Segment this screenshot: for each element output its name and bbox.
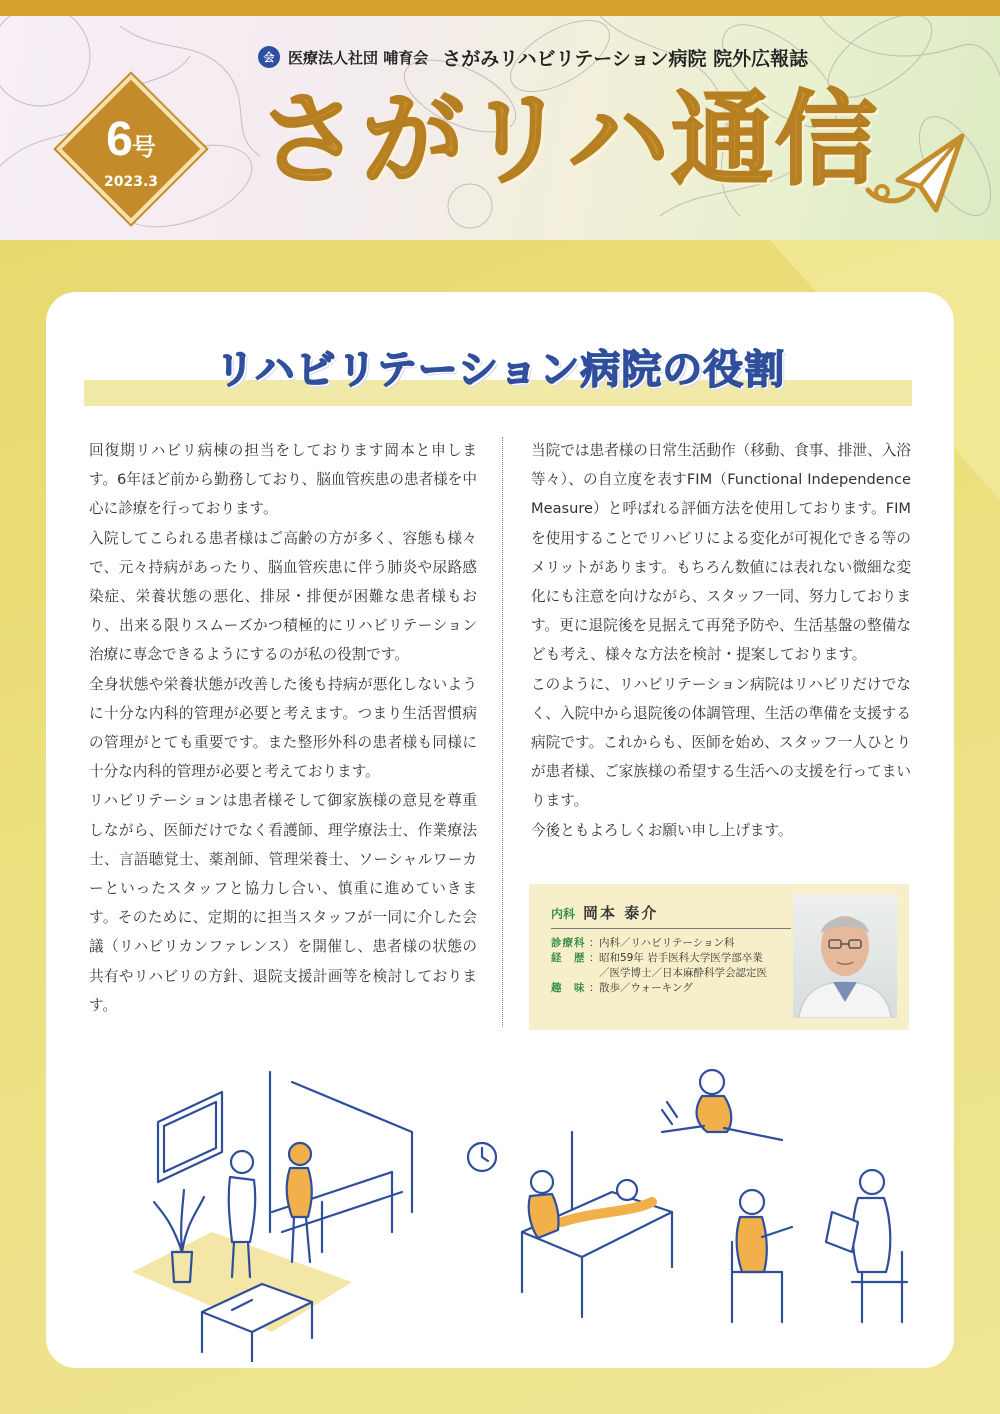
profile-value: 散歩／ウォーキング <box>599 982 693 994</box>
paragraph: 全身状態や栄養状態が改善した後も持病が悪化しないように十分な内科的管理が必要と考えます。つまり生活習慣病の管理がとても重要です。また整形外科の患者様も同様に十分な内科的管理が必要と考えております。 <box>89 675 477 781</box>
newsletter-title: さがリハ通信 <box>258 81 879 200</box>
paper-plane-icon <box>858 128 968 218</box>
article-column-left <box>89 436 477 1020</box>
column-divider <box>502 437 503 1027</box>
profile-row-specialty: 診療科 ： 内科／リハビリテーション科 <box>551 937 735 949</box>
masthead-top-bar <box>0 0 1000 16</box>
profile-row-career: 経 歴 ： 昭和59年 岩手医科大学医学部卒業 ／医学博士／日本麻酔科学会認定医 <box>551 952 767 979</box>
profile-details <box>551 936 767 996</box>
paragraph: 入院してこられる患者様はご高齢の方が多く、容態も様々で、元々持病があったり、脳血管疾患に伴う肺炎や尿路感染症、栄養状態の悪化、排尿・排便が困難な患者様もおり、出来る限りスムーズかつ積極的にリハビリテーション治療に専念できるようにするのが私の役割です。 <box>89 529 477 664</box>
author-profile <box>529 884 909 1030</box>
profile-divider <box>551 928 791 929</box>
profile-label: 経 歴 <box>551 952 586 964</box>
hospital-name: さがみリハビリテーション病院 院外広報誌 <box>442 47 809 70</box>
profile-name: 岡本 泰介 <box>583 904 659 922</box>
organization-logo: 会 <box>258 46 280 68</box>
profile-value: 昭和59年 岩手医科大学医学部卒業 ／医学博士／日本麻酔科学会認定医 <box>599 952 767 979</box>
issue-date: 2023.3 <box>103 174 159 190</box>
paragraph: 今後ともよろしくお願い申し上げます。 <box>531 821 793 839</box>
organization-name: 医療法人社団 哺育会 <box>288 48 429 67</box>
paragraph: 回復期リハビリ病棟の担当をしております岡本と申します。6年ほど前から勤務しており、脳血管疾患の患者様を中心に診療を行っております。 <box>89 442 477 518</box>
profile-label: 診療科 <box>551 937 586 949</box>
article-column-right <box>531 436 911 845</box>
profile-department: 内科 <box>551 907 576 921</box>
paragraph: このように、リハビリテーション病院はリハビリだけでなく、入院中から退院後の体調管理、生活の準備を支援する病院です。これからも、医師を始め、スタッフ一人ひとりが患者様、ご家族様の希望する生活への支援を行ってまいります。 <box>531 675 911 810</box>
paragraph: リハビリテーションは患者様そして御家族様の意見を尊重しながら、医師だけでなく看護師、理学療法士、作業療法士、言語聴覚士、薬剤師、管理栄養士、ソーシャルワーカーといったスタッフと協力し合い、慎重に進めていきます。そのために、定期的に担当スタッフが一同に介した会議（リハビリカンファレンス）を開催し、患者様の状態の共有やリハビリの方針、退院支援計画等を検討しております。 <box>89 792 477 1014</box>
profile-row-hobby: 趣 味 ： 散歩／ウォーキング <box>551 982 693 994</box>
issue-suffix: 号 <box>131 134 156 161</box>
issue-number-label <box>56 112 206 167</box>
profile-label: 趣 味 <box>551 982 586 994</box>
profile-value: 内科／リハビリテーション科 <box>599 937 735 949</box>
paragraph: 当院では患者様の日常生活動作（移動、食事、排泄、入浴等々）、の自立度を表すFIM（Functional Independence Measure）と呼ばれる評価方法を使用しております。FIMを使用することでリハビリによる変化が可視化できる等のメリットがあります。もちろん数値には表れない微細な変化にも注意を向けながら、スタッフ一同、努力しております。更に退院後を見据えて再発予防や、生活基盤の整備なども考え、様々な方法を検討・提案しております。 <box>531 442 911 664</box>
portrait-illustration <box>793 894 897 1018</box>
article-title: リハビリテーション病院の役割 <box>214 347 786 393</box>
issue-number: 6 <box>106 113 132 166</box>
rehabilitation-scene-illustration <box>92 1062 912 1362</box>
doctor-portrait <box>793 894 897 1018</box>
masthead <box>0 0 1000 240</box>
publisher-line <box>258 44 808 70</box>
profile-header <box>551 902 658 923</box>
issue-badge <box>56 74 206 224</box>
